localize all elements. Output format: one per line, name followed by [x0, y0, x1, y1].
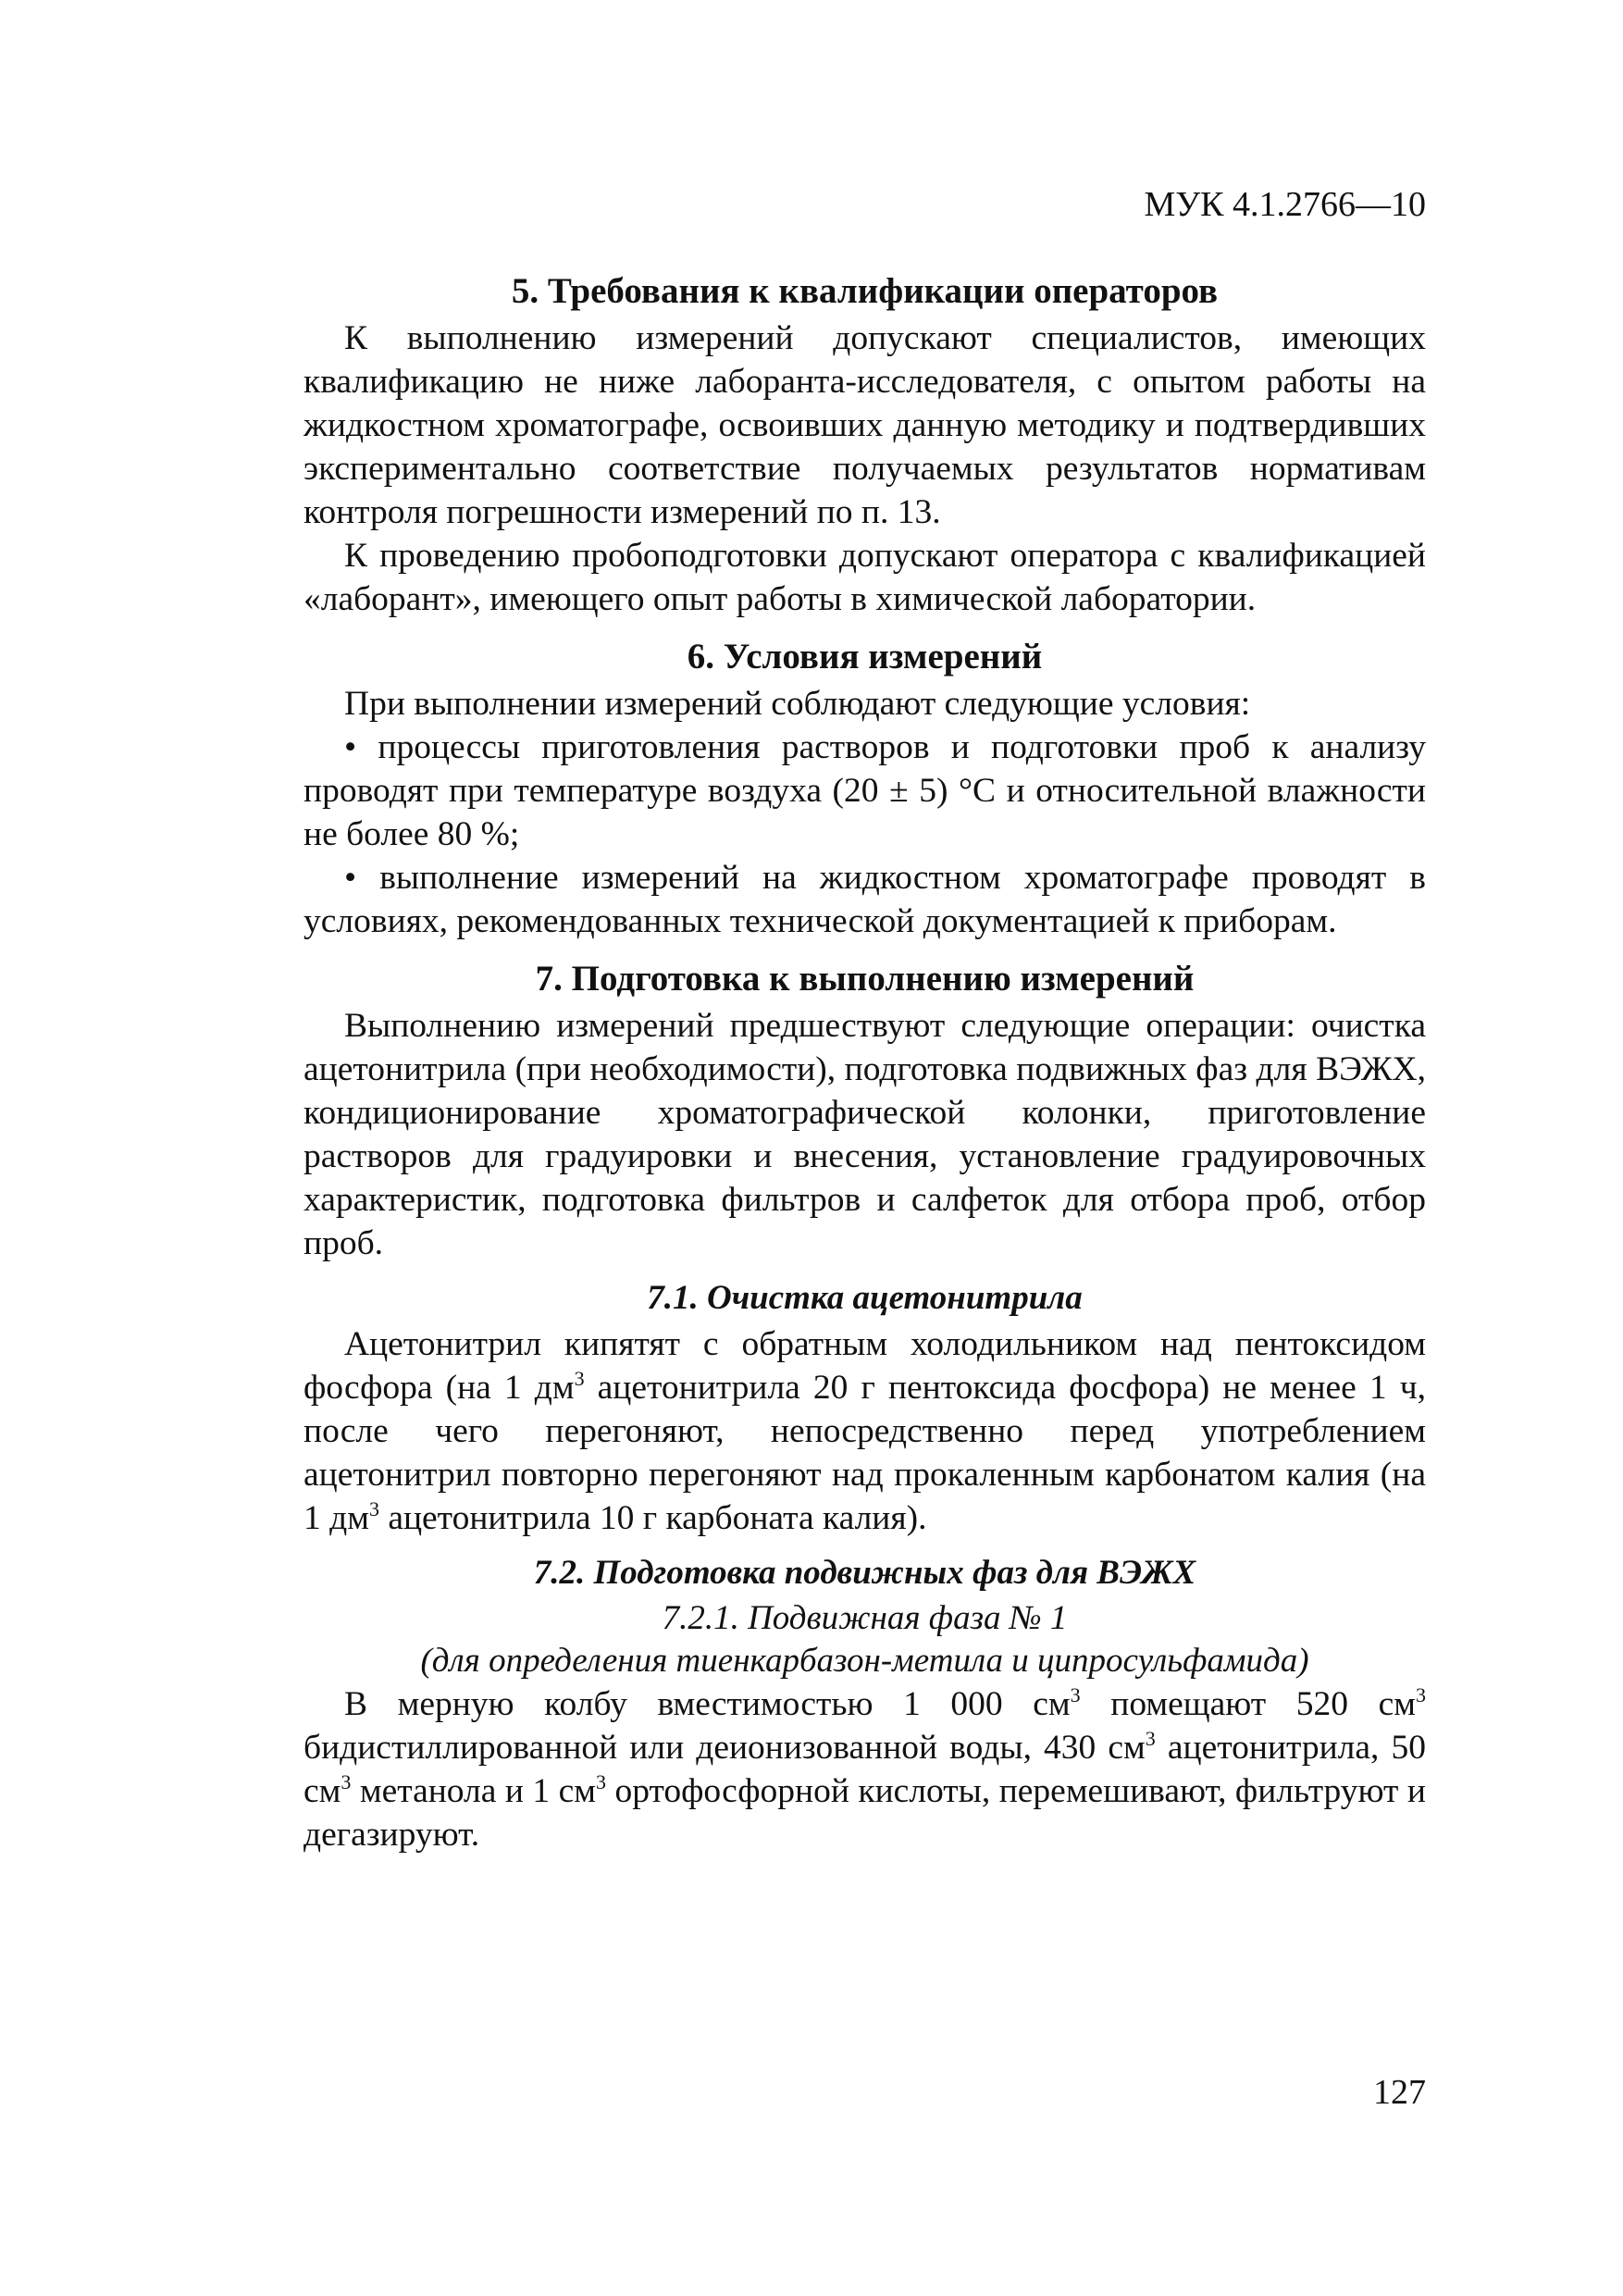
subsection-7-1-paragraph: Ацетонитрил кипятят с обратным холодильником над пентоксидом фосфора (на 1 $дм^3$ ацетонитрила 20 г пентоксида фосфора) не менее 1 ч, после чего перегоняют, непосредственно перед употреблением ацетонитрил повторно перегоняют над прокаленным карбонатом калия (на 1 $дм^3$ ацетонитрила 10 г карбоната калия).	[304, 1325, 1426, 1537]
section-7-heading: 7. Подготовка к выполнению измерений	[535, 959, 1195, 999]
page-number: 127	[1373, 2073, 1426, 2112]
section-6-bullet-2	[304, 856, 1426, 943]
subsection-7-2-1-heading: 7.2.1. Подвижная фаза № 1	[662, 1599, 1068, 1637]
subsection-7-2-heading: 7.2. Подготовка подвижных фаз для ВЭЖХ	[533, 1554, 1196, 1592]
section-7-paragraph-1: Выполнению измерений предшествуют следующие операции: очистка ацетонитрила (при необходимости), подготовка подвижных фаз для ВЭЖХ, кондиционирование хроматографической колонки, приготовление растворов для градуировки и внесения, установление градуировочных характеристик, подготовка фильтров и салфеток для отбора проб, отбор проб.	[304, 1007, 1426, 1262]
subsection-7-1-heading: 7.1. Очистка ацетонитрила	[647, 1279, 1083, 1317]
section-6-heading: 6. Условия измерений	[687, 637, 1043, 676]
bullet-text: процессы приготовления растворов и подготовки проб к анализу проводят при температуре воздуха (20 ± 5) °С и относительной влажности не более 80 %;	[304, 728, 1427, 853]
bullet-icon: •	[344, 728, 357, 766]
section-5-paragraph-1: К выполнению измерений допускают специалистов, имеющих квалификацию не ниже лаборанта-исследователя, с опытом работы на жидкостном хроматографе, освоивших данную методику и подтвердивших экспериментально соответствие получаемых результатов нормативам контроля погрешности измерений по п. 13.	[304, 319, 1426, 531]
section-6-bullet-1	[304, 726, 1426, 856]
subsection-7-2-1-subtitle: (для определения тиенкарбазон-метила и ципросульфамида)	[420, 1642, 1309, 1680]
subsection-7-2-1-paragraph: В мерную колбу вместимостью 1 000 $см^3$ помещают 520 $см^3$ бидистиллированной или деионизованной воды, 430 $см^3$ ацетонитрила, 50 $см^3$ метанола и 1 $см^3$ ортофосфорной кислоты, перемешивают, фильтруют и дегазируют.	[304, 1683, 1426, 1854]
section-5-heading: 5. Требования к квалификации операторов	[511, 271, 1219, 311]
running-header-doc-code: МУК 4.1.2766—10	[1144, 185, 1426, 224]
page-body	[304, 267, 1426, 1856]
section-6-intro: При выполнении измерений соблюдают следующие условия:	[344, 685, 1251, 723]
bullet-icon: •	[344, 859, 357, 897]
section-5-paragraph-2: К проведению пробоподготовки допускают оператора с квалификацией «лаборант», имеющего опыт работы в химической лаборатории.	[304, 537, 1426, 618]
bullet-text: выполнение измерений на жидкостном хроматографе проводят в условиях, рекомендованных технической документацией к приборам.	[304, 859, 1426, 940]
